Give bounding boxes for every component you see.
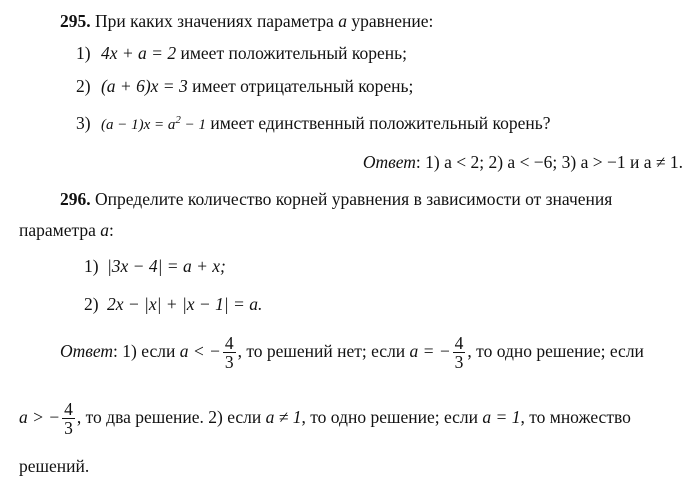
- problem-295-answer: Ответ: 1) a < 2; 2) a < −6; 3) a > −1 и a ≠ 1.: [362, 152, 683, 172]
- problem-296-answer-line-3: решений.: [19, 456, 90, 476]
- problem-295-item-1: 1) 4x + a = 2 имеет положительный корень;: [76, 43, 407, 63]
- problem-296-item-1: 1) |3x − 4| = a + x;: [84, 256, 226, 276]
- problem-295-item-3: 3) $(a - 1)x = a^2 - 1$ имеет единственный положительный корень?: [76, 113, 551, 133]
- problem-296-item-2: 2) 2x − |x| + |x − 1| = a.: [84, 294, 263, 314]
- fraction-four-thirds: $\frac{4}{3}$: [454, 333, 464, 373]
- problem-295-question: 295. При каких значениях параметра a уравнение:: [60, 11, 434, 31]
- problem-296-question-cont: параметра a:: [19, 220, 114, 240]
- problem-296-answer-line-2: a > − $\frac{4}{3}$ , то два решение. 2) если a ≠ 1, то одно решение; если a = 1, то множество: [19, 399, 631, 439]
- problem-295-item-2: 2) (a + 6)x = 3 имеет отрицательный корень;: [76, 76, 414, 96]
- problem-296-number: 296.: [60, 189, 91, 209]
- fraction-four-thirds: $\frac{4}{3}$: [224, 333, 234, 373]
- problem-295-number: 295.: [60, 11, 91, 31]
- problem-296-answer-line-1: Ответ: 1) если a < − $\frac{4}{3}$ , то решений нет; если a = − $\frac{4}{3}$ , то одно решение; если: [60, 333, 644, 373]
- fraction-four-thirds: $\frac{4}{3}$: [64, 399, 73, 439]
- problem-296-question: 296. Определите количество корней уравнения в зависимости от значения: [60, 189, 613, 209]
